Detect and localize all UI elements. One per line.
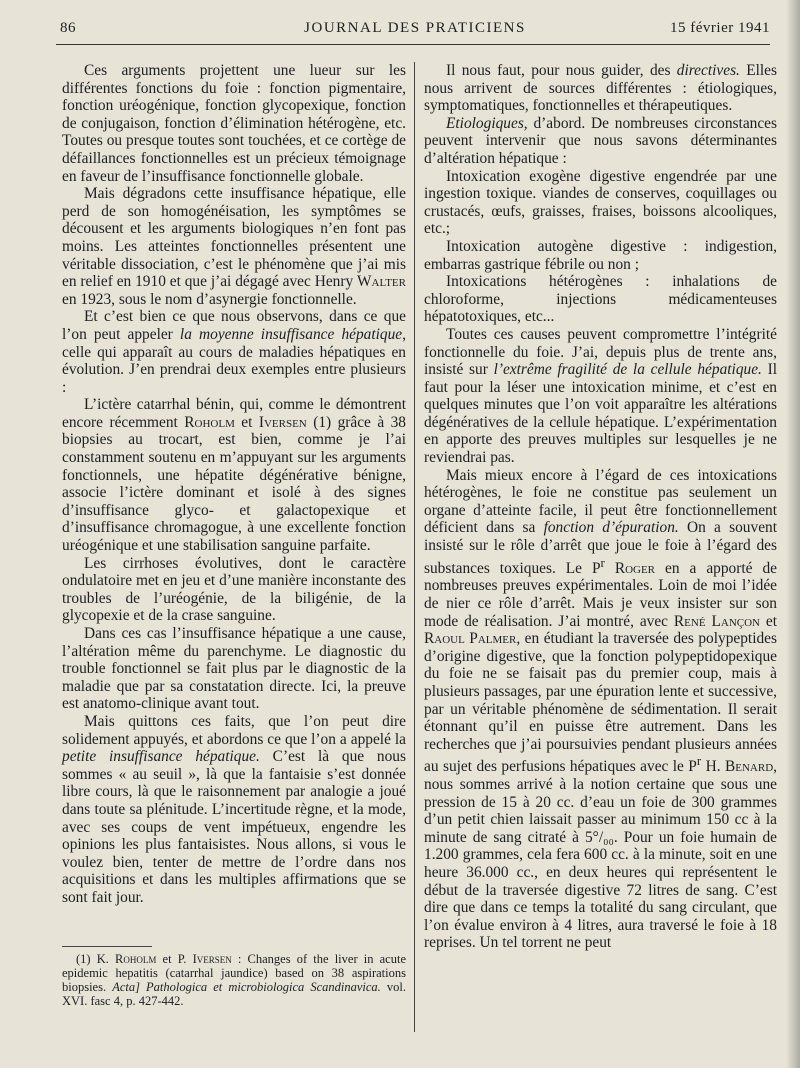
paragraph: Intoxication exogène digestive engendrée par une ingestion toxique. viandes de conserves, coquillages ou crustacés, œufs, graisses, fraises, boissons alcooliques, etc.; [424,167,777,238]
footnote: (1) K. Roholm et P. Iversen : Changes of the liver in acute epidemic hepatitis (catarrhal jaundice) based on 38 aspirations biopsies. Acta] Pathologica et microbiologica Scandinavica. vol. XVI. fasc 4, p. 427-442. [62,952,407,1008]
paragraph: Intoxications hétérogènes : inhalations de chloroforme, injections médicamenteuses hépatotoxiques, etc... [424,273,777,326]
author-name: Roger [614,559,656,577]
paragraph: L’ictère catarrhal bénin, qui, comme le démontrent encore récemment Roholm et Iversen (1) grâce à 38 biopsies au trocart, est bien, comme je l’ai constamment soutenu en m’appuyant sur les arguments fonctionnels, une hépatite dégénérative bénigne, associe l’ictère dominant et isolé à des signes d’insuffisance glyco- et galactopexique et d’insuffisance chromagogue, à une excellente fonction uréogénique et une stabilisation sanguine parfaite. [62,396,406,555]
right-column [424,62,777,952]
page-number: 86 [60,20,76,36]
header-rule [56,44,770,45]
paragraph: Dans ces cas l’insuffisance hépatique a une cause, l’altération même du parenchyme. Le diagnostic du trouble fonctionnel se fait plus par le diagnostic de la maladie que par sa constatation directe. Ici, la preuve est anatomo-clinique avant tout. [62,625,406,713]
running-header [60,20,770,40]
left-column [62,62,406,907]
paragraph: Et c’est bien ce que nous observons, dans ce que l’on peut appeler la moyenne insuffisance hépatique, celle qui apparaît au cours de maladies hépatiques en évolution. J’en prendrai deux exemples entre plusieurs : [62,308,406,396]
paragraph: Mais quittons ces faits, que l’on peut dire solidement appuyés, et abordons ce que l’on a appelé la petite insuffisance hépatique. C’est là que nous sommes « au seuil », là que la fantaisie s’est donnée libre cours, là que le raisonnement par analogie a joué dans toute sa plénitude. L’incertitude règne, et la mode, avec ses coups de vent impétueux, engendre les opinions les plus fantaisistes. Nous allons, si vous le voulez bien, tenter de mettre de l’ordre dans nos acquisitions et dans les multiples affirmations que se sont fait jour. [62,712,406,906]
column-divider [414,62,415,1032]
author-name: René Lançon [673,612,760,630]
paragraph: Etiologiques, d’abord. De nombreuses circonstances peuvent intervenir que nous savons déterminantes d’altération hépatique : [424,114,777,167]
paragraph: Toutes ces causes peuvent compromettre l’intégrité fonctionnelle du foie. J’ai, depuis plus de trente ans, insisté sur l’extrême fragilité de la cellule hépatique. Il faut pour la léser une intoxication minime, et c’est en quelques minutes que l’on voit apparaître les altérations dégénératives de la cellule hépatique. L’expérimentation en apporte des preuves multiples sur lesquelles je ne reviendrai pas. [424,325,778,467]
binding-shadow [786,0,800,1068]
author-name: H. Benard [705,758,774,776]
author-name: Roholm [184,413,235,431]
paragraph: Intoxication autogène digestive : indigestion, embarras gastrique fébrile ou non ; [424,237,777,273]
author-name: Iversen [258,413,307,431]
journal-title: JOURNAL DES PRATICIENS [304,20,526,36]
issue-date: 15 février 1941 [670,20,770,36]
paragraph: Il nous faut, pour nous guider, des directives. Elles nous arrivent de sources différentes : étiologiques, symptomatiques, fonctionnelles et thérapeutiques. [424,62,777,115]
paragraph: Mais mieux encore à l’égard de ces intoxications hétérogènes, le foie ne constitue pas seulement un organe d’atteinte facile, il peut être fonctionnellement déficient dans sa fonction d’épuration. On a souvent insisté sur le rôle d’arrêt que joue le foie à l’égard des substances toxiques. Le $P^r$ Roger en a apporté de nombreuses preuves expérimentales. Loin de moi l’idée de nier ce rôle d’arrêt. Mais je veux insister sur son mode de réalisation. J’ai montré, avec René Lançon et Raoul Palmer, en étudiant la traversée des polypeptides d’origine digestive, que la fonction polypeptidopexique du foie ne se faisait pas du premier coup, mais à plusieurs passages, par une épuration lente et successive, par un véritable phénomène de sédimentation. Il serait étonnant qu’il en puisse être autrement. Dans les recherches que j’ai poursuivies pendant plusieurs années au sujet des perfusions hépatiques avec le $P^r$ H. Benard, nous sommes arrivé à la notion certaine que sous une pression de 15 à 20 cc. d’eau un foie de 300 grammes d’un petit chien laissait passer au minimum 150 cc à la minute de sang citraté à 5°/₀₀. Pour un foie humain de 1.200 grammes, cela fera 600 cc. à la minute, soit en une heure 36.000 cc., en deux heures qui représentent le début de la traversée digestive 72 litres de sang. C’est dire que dans ce temps la totalité du sang circulant, que l’on évalue environ à 4 litres, aura traversé le foie à 18 reprises. Un tel torrent ne peut [424,466,778,952]
paragraph: Les cirrhoses évolutives, dont le caractère ondulatoire met en jeu et d’une manière inconstante des troubles de l’uréogénie, de la biligénie, de la glycopexie et de la crase sanguine. [62,554,406,625]
author-name: Raoul Palmer [424,630,517,648]
paragraph: Mais dégradons cette insuffisance hépatique, elle perd de son homogénéisation, les symptômes se décousent et les arguments biologiques n’en font pas moins. Les atteintes fonctionnelles présentent une véritable dissociation, c’est le phénomène que j’ai mis en relief en 1910 et que j’ai dégagé avec Henry Walter en 1923, sous le nom d’asynergie fonctionnelle. [62,185,406,308]
footnote-rule [62,946,152,947]
author-name: Walter [357,273,406,291]
paragraph: Ces arguments projettent une lueur sur les différentes fonctions du foie : fonction pigmentaire, fonction uréogénique, fonction glycopexique, fonction de conjugaison, fonction d’élimination hétérogène, etc. Toutes ou presque toutes sont touchées, et ce cortège de défaillances fonctionnelles est un précieux témoignage en faveur de l’insuffisance fonctionnelle globale. [62,62,406,185]
